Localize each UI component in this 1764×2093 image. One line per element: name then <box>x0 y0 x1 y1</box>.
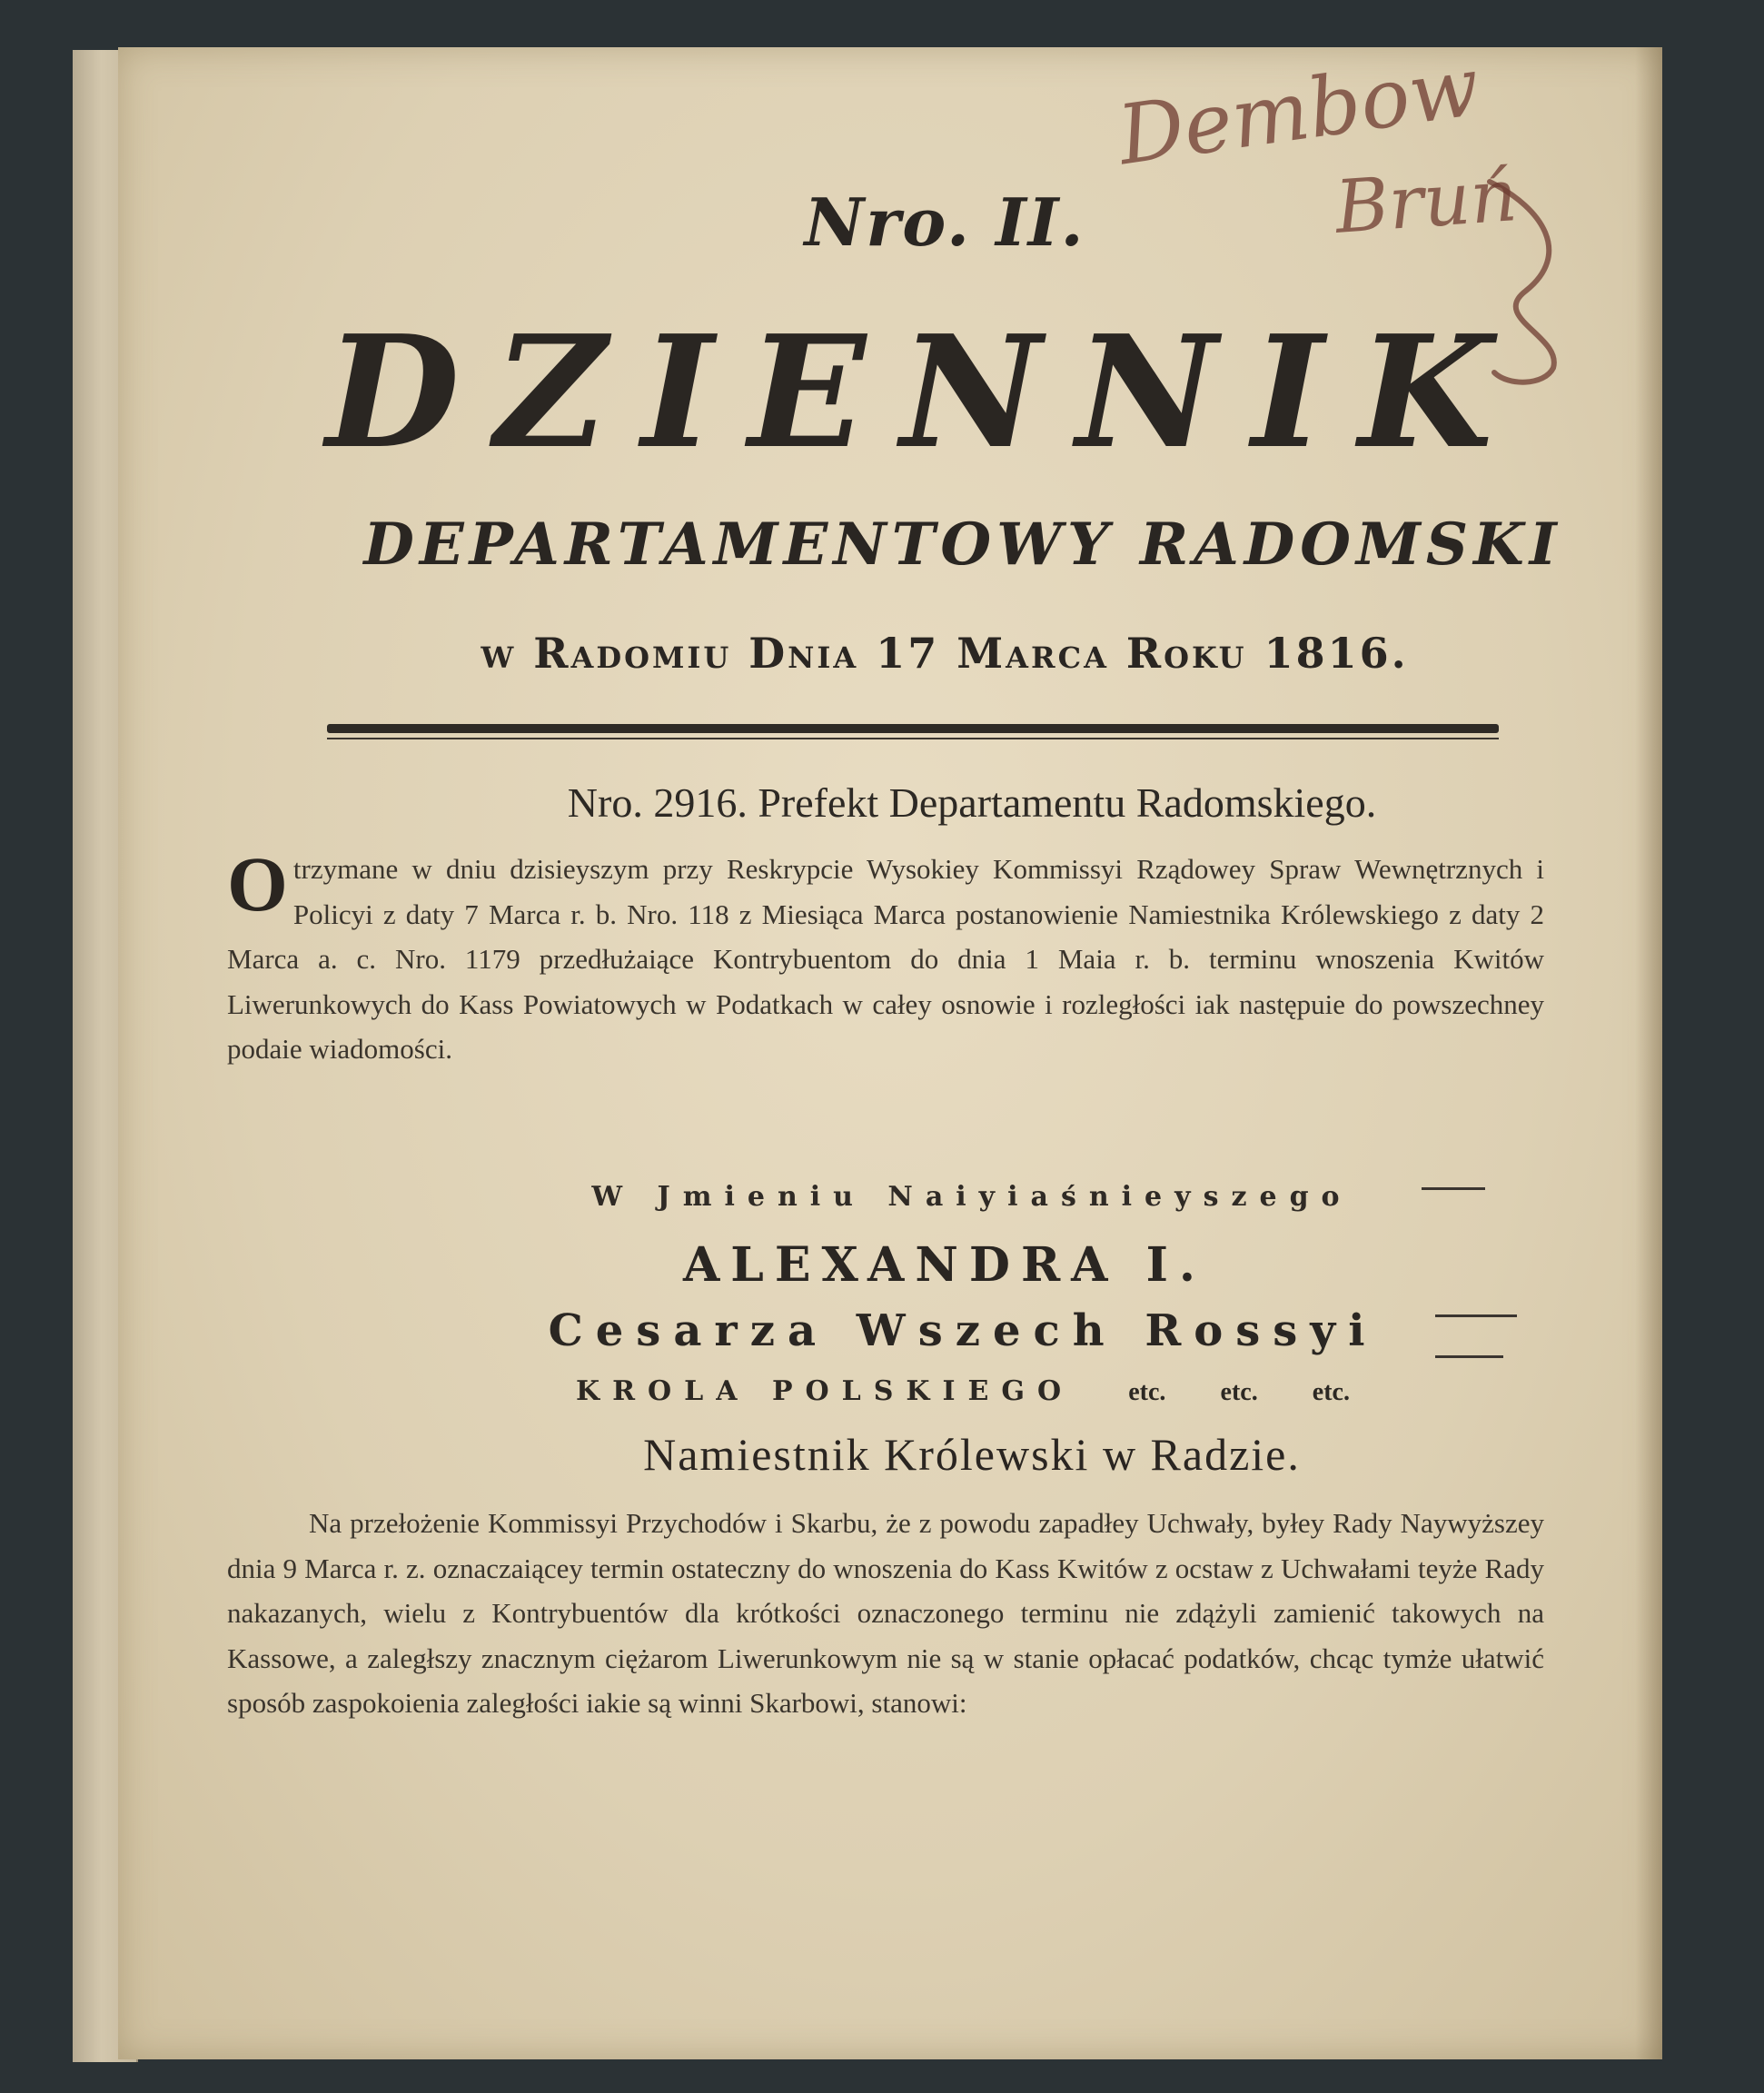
decree-title-king-row <box>118 1375 1735 1407</box>
margin-mark <box>1422 1187 1485 1190</box>
article-heading: Nro. 2916. Prefekt Departamentu Radomskiego. <box>567 779 1377 826</box>
drop-cap: O <box>227 840 288 927</box>
handwritten-flourish-icon <box>1472 173 1581 391</box>
handwritten-annotation: Dembow <box>1112 38 1485 184</box>
article-paragraph <box>227 840 1544 1072</box>
newspaper-page <box>118 47 1662 2059</box>
dateline: w Radomiu Dnia 17 Marca Roku 1816. <box>481 629 1409 678</box>
decree-paragraph: Na przełożenie Kommissyi Przychodów i Skarbu, że z powodu zapadłey Uchwały, byłey Rady Naywyższey dnia 9 Marca r. z. oznaczaiącey termin ostateczny do wnoszenia do Kass Kwitów z ocstaw z Uchwałami teyże Rady nakazanych, wielu z Kontrybuentów dla krótkości oznaczonego terminu nie zdążyli zamienić takowych na Kassowe, a zaległszy znacznym ciężarom Liwerunkowym nie są w stanie opłacać podatków, chcąc tymże ułatwić sposób zaspokoienia zaległości iakie są winni Skarbowi, stanowi: <box>227 1507 1544 1719</box>
decree-title-king: KROLA POLSKIEGO <box>576 1375 1075 1407</box>
etc-3: etc. <box>1312 1378 1350 1406</box>
header-rule <box>327 724 1499 733</box>
decree-namiestnik: Namiestnik Królewski w Radzie. <box>643 1429 1301 1480</box>
issue-number: Nro. II. <box>804 184 1085 261</box>
masthead-title: DZIENNIK <box>325 302 1528 483</box>
header-rule-thin <box>327 738 1499 739</box>
margin-mark <box>1435 1314 1517 1317</box>
decree-title-emperor: Cesarza Wszech Rossyi <box>548 1305 1378 1356</box>
masthead-subtitle: DEPARTAMENTOWY RADOMSKI <box>363 511 1562 579</box>
etc-2: etc. <box>1220 1378 1258 1406</box>
decree-monarch: ALEXANDRA I. <box>682 1237 1207 1293</box>
etc-1: etc. <box>1128 1378 1166 1406</box>
margin-mark <box>1435 1355 1503 1358</box>
article-paragraph-text: trzymane w dniu dzisieyszym przy Reskrypcie Wysokiey Kommissyi Rządowey Spraw Wewnętrznych i Policyi z daty 7 Marca r. b. Nro. 118 z Miesiąca Marca postanowienie Namiestnika Królewskiego z daty 2 Marca a. c. Nro. 1179 przedłużaiące Kontrybuentom do dnia 1 Maia r. b. terminu wnoszenia Kwitów Liwerunkowych do Kass Powiatowych w Podatkach w całey osnowie i rozległości iak następuie do powszechney podaie wiadomości. <box>227 853 1544 1065</box>
decree-in-name: W Jmieniu Naiyiaśnieyszego <box>591 1181 1353 1213</box>
handwritten-annotation: Bruń <box>1333 153 1521 250</box>
